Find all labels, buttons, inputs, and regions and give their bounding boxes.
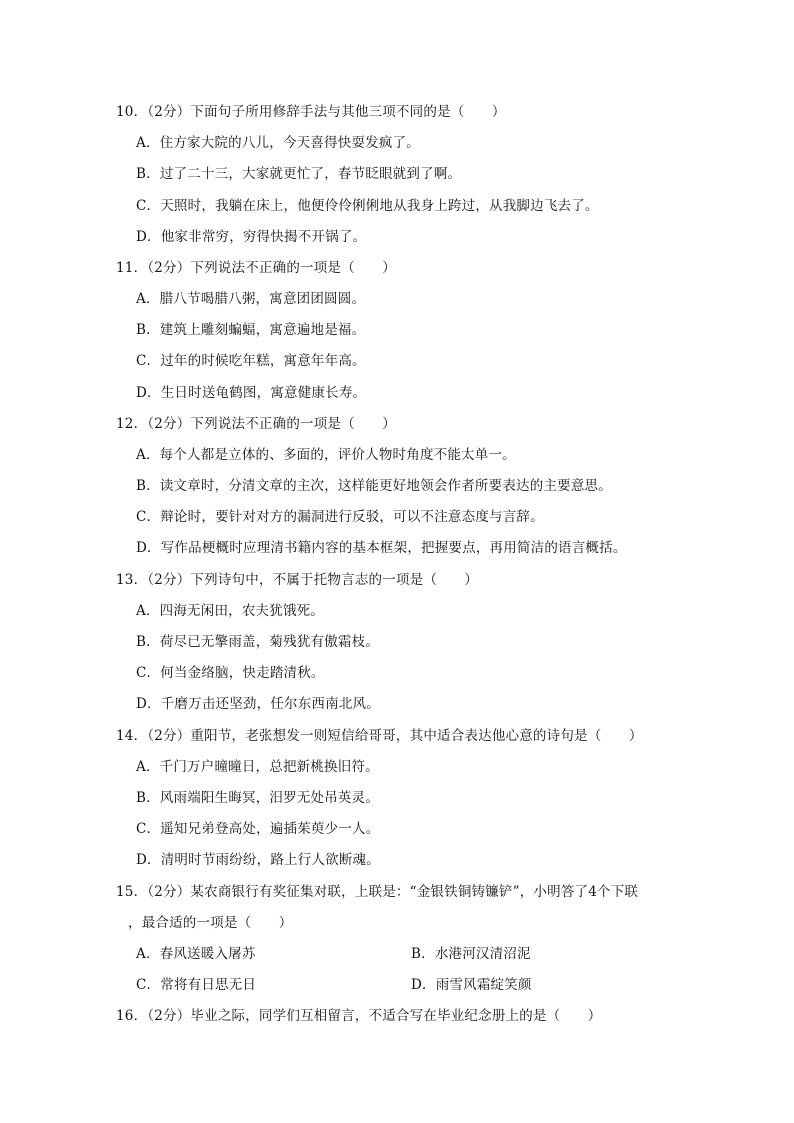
question-11-option-c: C．过年的时候吃年糕，寓意年年高。 <box>136 353 366 369</box>
question-14-option-a: A．千门万户曈曈日，总把新桃换旧符。 <box>136 759 379 775</box>
question-10-option-a: A．住方家大院的八儿，今天喜得快耍发疯了。 <box>136 135 420 151</box>
question-15-option-a: A．春风送暖入屠苏 <box>136 946 256 962</box>
question-15-option-c: C．常将有日思无日 <box>136 977 257 993</box>
question-15: 15．（2分）某农商银行有奖征集对联，上联是：“金银铁铜铸镰铲”，小明答了4个下联 <box>116 884 639 900</box>
question-10-option-c: C．天照时，我躺在床上，他便伶伶俐俐地从我身上跨过，从我脚边飞去了。 <box>136 198 599 214</box>
question-10-option-b: B．过了二十三，大家就更忙了，春节眨眼就到了啊。 <box>136 166 462 182</box>
question-15-option-d: D．雨雪风霜绽笑颜 <box>411 977 532 993</box>
question-14: 14．（2分）重阳节，老张想发一则短信给哥哥，其中适合表达他心意的诗句是（ ） <box>116 728 643 744</box>
question-13-option-d: D．千磨万击还坚劲，任尔东西南北风。 <box>136 696 380 712</box>
question-15-option-b: B．水港河汉清沼泥 <box>411 946 531 962</box>
question-10: 10．（2分）下面句子所用修辞手法与其他三项不同的是（ ） <box>116 104 506 120</box>
question-11-option-b: B．建筑上雕刻蝙蝠，寓意遍地是福。 <box>136 322 366 338</box>
question-13-option-a: A．四海无闲田，农夫犹饿死。 <box>136 603 325 619</box>
question-12-option-b: B．读文章时，分清文章的主次，这样能更好地领会作者所要表达的主要意思。 <box>136 478 612 494</box>
question-10-option-d: D．他家非常穷，穷得快揭不开锅了。 <box>136 229 367 245</box>
question-14-option-d: D．清明时节雨纷纷，路上行人欲断魂。 <box>136 852 380 868</box>
question-15-continuation: ，最合适的一项是（ ） <box>128 915 293 931</box>
question-12-option-a: A．每个人都是立体的、多面的，评价人物时角度不能太单一。 <box>136 447 516 463</box>
question-16: 16．（2分）毕业之际，同学们互相留言，不适合写在毕业纪念册上的是（ ） <box>116 1008 602 1024</box>
question-14-option-b: B．风雨端阳生晦冥，汨罗无处吊英灵。 <box>136 790 380 806</box>
question-14-option-c: C．遥知兄弟登高处，遍插茱萸少一人。 <box>136 821 380 837</box>
question-13: 13．（2分）下列诗句中，不属于托物言志的一项是（ ） <box>116 572 479 588</box>
question-12-option-c: C．辩论时，要针对对方的漏洞进行反驳，可以不注意态度与言辞。 <box>136 509 544 525</box>
question-12-option-d: D．写作品梗概时应理清书籍内容的基本框架，把握要点，再用简洁的语言概括。 <box>136 540 627 556</box>
question-12: 12．（2分）下列说法不正确的一项是（ ） <box>116 416 396 432</box>
question-11: 11．（2分）下列说法不正确的一项是（ ） <box>116 260 396 276</box>
question-11-option-d: D．生日时送龟鹤图，寓意健康长寿。 <box>136 385 367 401</box>
question-13-option-c: C．何当金络脑，快走踏清秋。 <box>136 665 325 681</box>
question-13-option-b: B．荷尽已无擎雨盖，菊残犹有傲霜枝。 <box>136 634 380 650</box>
question-11-option-a: A．腊八节喝腊八粥，寓意团团圆圆。 <box>136 291 366 307</box>
